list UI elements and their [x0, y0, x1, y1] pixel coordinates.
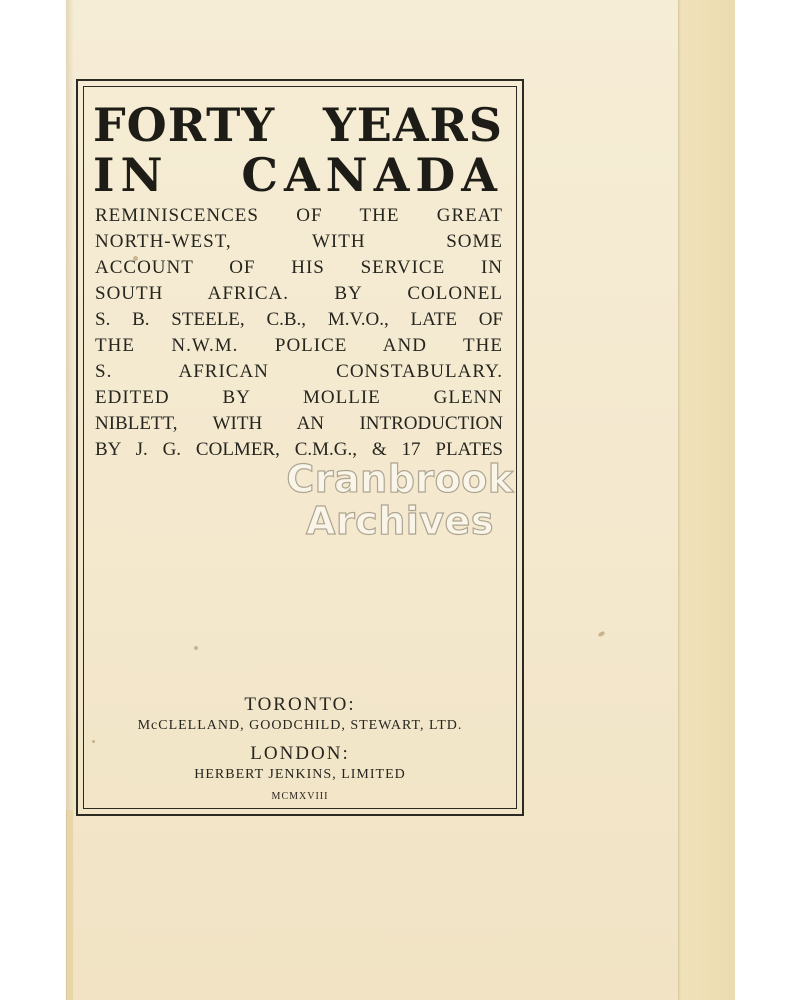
imprint-city-toronto: TORONTO: — [244, 694, 356, 715]
subtitle-line: ACCOUNT OF HIS SERVICE IN — [95, 257, 503, 278]
subtitle-line: SOUTH AFRICA. BY COLONEL — [95, 283, 503, 304]
subtitle-line: NIBLETT, WITH AN INTRODUCTION — [95, 413, 503, 434]
watermark-line-2: Archives — [306, 499, 494, 543]
book-title-line-1: FORTY YEARS — [93, 98, 503, 152]
subtitle-line: EDITED BY MOLLIE GLENN — [95, 387, 503, 408]
subtitle-line: REMINISCENCES OF THE GREAT — [95, 205, 503, 226]
subtitle-line: BY J. G. COLMER, C.M.G., & 17 PLATES — [95, 439, 503, 460]
imprint-publisher-toronto: McCLELLAND, GOODCHILD, STEWART, LTD. — [137, 718, 463, 733]
torn-page-edge — [66, 810, 73, 1000]
subtitle-line: S. B. STEELE, C.B., M.V.O., LATE OF — [95, 309, 503, 330]
subtitle-line: NORTH-WEST, WITH SOME — [95, 231, 503, 252]
subtitle-line: S. AFRICAN CONSTABULARY. — [95, 361, 503, 382]
imprint-year: MCMXVIII — [271, 791, 329, 802]
book-title-line-2: IN CANADA — [93, 148, 503, 202]
watermark-line-1: Cranbrook — [286, 457, 514, 501]
imprint-city-london: LONDON: — [250, 743, 350, 764]
imprint-publisher-london: HERBERT JENKINS, LIMITED — [194, 767, 406, 782]
subtitle-line: THE N.W.M. POLICE AND THE — [95, 335, 503, 356]
